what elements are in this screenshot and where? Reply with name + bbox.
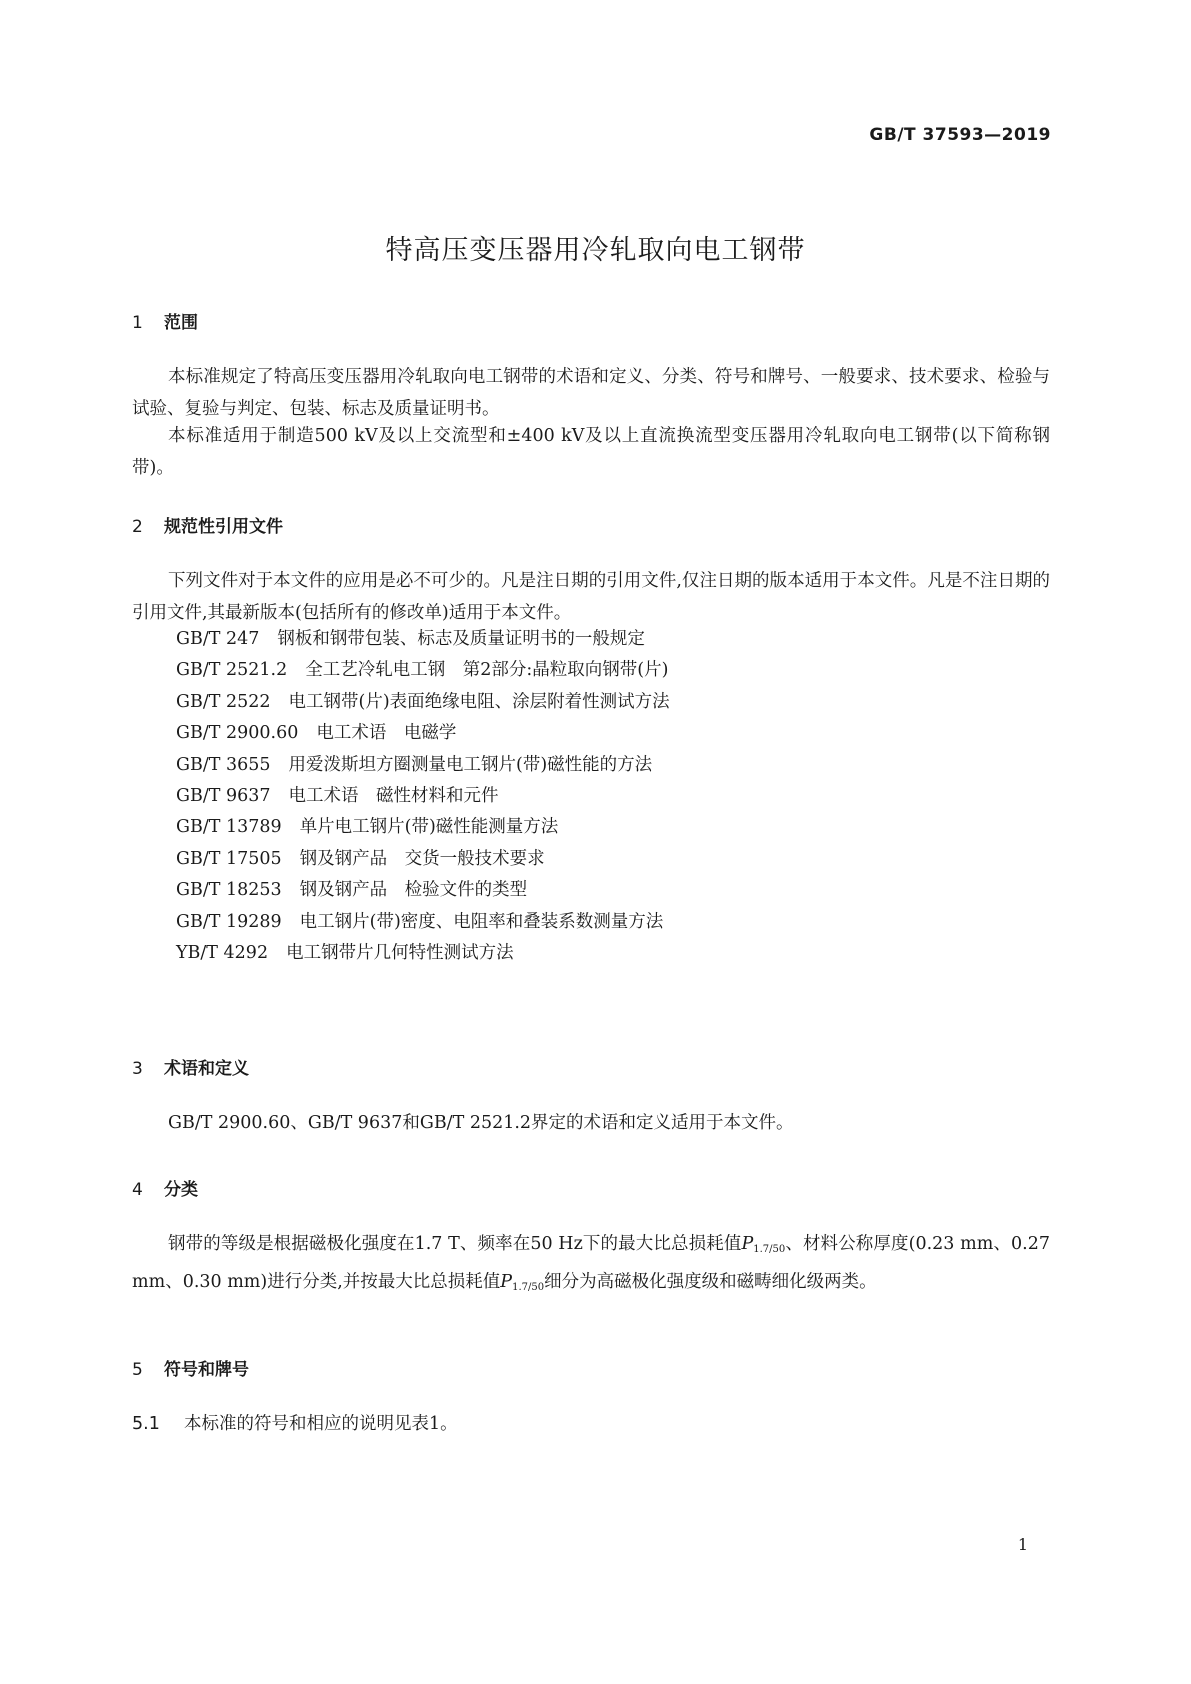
reference-code: GB/T 17505 — [176, 848, 282, 869]
reference-item — [176, 750, 670, 781]
reference-item — [176, 687, 670, 718]
reference-item — [176, 875, 670, 906]
reference-item — [176, 655, 670, 686]
clause-number: 5.1 — [132, 1414, 160, 1434]
reference-code: GB/T 2522 — [176, 691, 271, 712]
section-1-paragraph-2: 本标准适用于制造500 kV及以上交流型和±400 kV及以上直流换流型变压器用冷轧取向电工钢带(以下简称钢带)。 — [132, 426, 1050, 478]
section-3-paragraph-1: GB/T 2900.60、GB/T 9637和GB/T 2521.2界定的术语和定义适用于本文件。 — [168, 1113, 794, 1133]
reference-title: 钢及钢产品 检验文件的类型 — [299, 880, 528, 901]
reference-title: 电工术语 磁性材料和元件 — [288, 786, 499, 807]
reference-title: 电工术语 电磁学 — [316, 723, 457, 744]
reference-code: GB/T 9637 — [176, 786, 271, 807]
reference-title: 全工艺冷轧电工钢 第2部分:晶粒取向钢带(片) — [305, 660, 669, 681]
normative-reference-list — [176, 624, 670, 969]
reference-item — [176, 812, 670, 843]
section-title: 符号和牌号 — [164, 1360, 249, 1380]
reference-title: 单片电工钢片(带)磁性能测量方法 — [299, 817, 559, 838]
reference-code: GB/T 247 — [176, 629, 260, 649]
section-number: 4 — [132, 1180, 143, 1200]
reference-code: GB/T 3655 — [176, 754, 271, 775]
standard-number: GB/T 37593—2019 — [869, 125, 1051, 145]
section-title: 规范性引用文件 — [164, 517, 283, 537]
paragraph-text: 、材料公称厚度(0.23 mm、0.27 mm、0.30 mm)进行分类,并按最大比总损耗值 — [132, 1234, 1050, 1292]
reference-title: 钢板和钢带包装、标志及质量证明书的一般规定 — [277, 629, 645, 649]
reference-item — [176, 718, 670, 749]
section-1-heading — [132, 308, 198, 333]
reference-code: GB/T 18253 — [176, 880, 282, 901]
reference-title: 电工钢带片几何特性测试方法 — [286, 943, 514, 964]
reference-code: GB/T 2521.2 — [176, 660, 288, 681]
section-number: 2 — [132, 517, 143, 537]
reference-code: YB/T 4292 — [176, 943, 269, 964]
section-number: 5 — [132, 1360, 143, 1380]
reference-item — [176, 624, 670, 655]
section-number: 3 — [132, 1059, 143, 1079]
loss-subscript: 1.7/50 — [512, 1282, 545, 1293]
loss-symbol: P — [741, 1234, 754, 1254]
reference-item — [176, 781, 670, 812]
reference-title: 钢及钢产品 交货一般技术要求 — [299, 848, 545, 869]
section-2-heading — [132, 512, 283, 537]
loss-symbol: P — [500, 1272, 513, 1292]
reference-item — [176, 938, 670, 969]
reference-code: GB/T 19289 — [176, 911, 282, 932]
clause-text: 本标准的符号和相应的说明见表1。 — [184, 1414, 458, 1434]
section-title: 术语和定义 — [164, 1059, 249, 1079]
section-5-heading — [132, 1355, 249, 1380]
section-2-paragraph-1: 下列文件对于本文件的应用是必不可少的。凡是注日期的引用文件,仅注日期的版本适用于本文件。凡是不注日期的引用文件,其最新版本(包括所有的修改单)适用于本文件。 — [132, 571, 1050, 623]
document-title: 特高压变压器用冷轧取向电工钢带 — [385, 235, 806, 266]
page-number: 1 — [1017, 1535, 1028, 1554]
clause-5-1 — [132, 1410, 458, 1435]
paragraph-text: 钢带的等级是根据磁极化强度在1.7 T、频率在50 Hz下的最大比总损耗值 — [168, 1234, 742, 1254]
reference-title: 电工钢片(带)密度、电阻率和叠装系数测量方法 — [299, 911, 664, 932]
reference-code: GB/T 2900.60 — [176, 723, 299, 744]
section-4-paragraph-1 — [132, 1228, 1050, 1304]
reference-item — [176, 907, 670, 938]
section-4-heading — [132, 1175, 198, 1200]
section-1-paragraph-1: 本标准规定了特高压变压器用冷轧取向电工钢带的术语和定义、分类、符号和牌号、一般要求、技术要求、检验与试验、复验与判定、包装、标志及质量证明书。 — [132, 367, 1050, 419]
section-title: 分类 — [164, 1180, 198, 1200]
reference-item — [176, 844, 670, 875]
section-number: 1 — [132, 313, 143, 333]
reference-code: GB/T 13789 — [176, 817, 282, 838]
section-title: 范围 — [164, 313, 198, 333]
section-3-heading — [132, 1054, 249, 1079]
reference-title: 用爱泼斯坦方圈测量电工钢片(带)磁性能的方法 — [288, 754, 653, 775]
reference-title: 电工钢带(片)表面绝缘电阻、涂层附着性测试方法 — [288, 691, 670, 712]
paragraph-text: 细分为高磁极化强度级和磁畴细化级两类。 — [544, 1272, 877, 1292]
loss-subscript: 1.7/50 — [753, 1244, 786, 1255]
